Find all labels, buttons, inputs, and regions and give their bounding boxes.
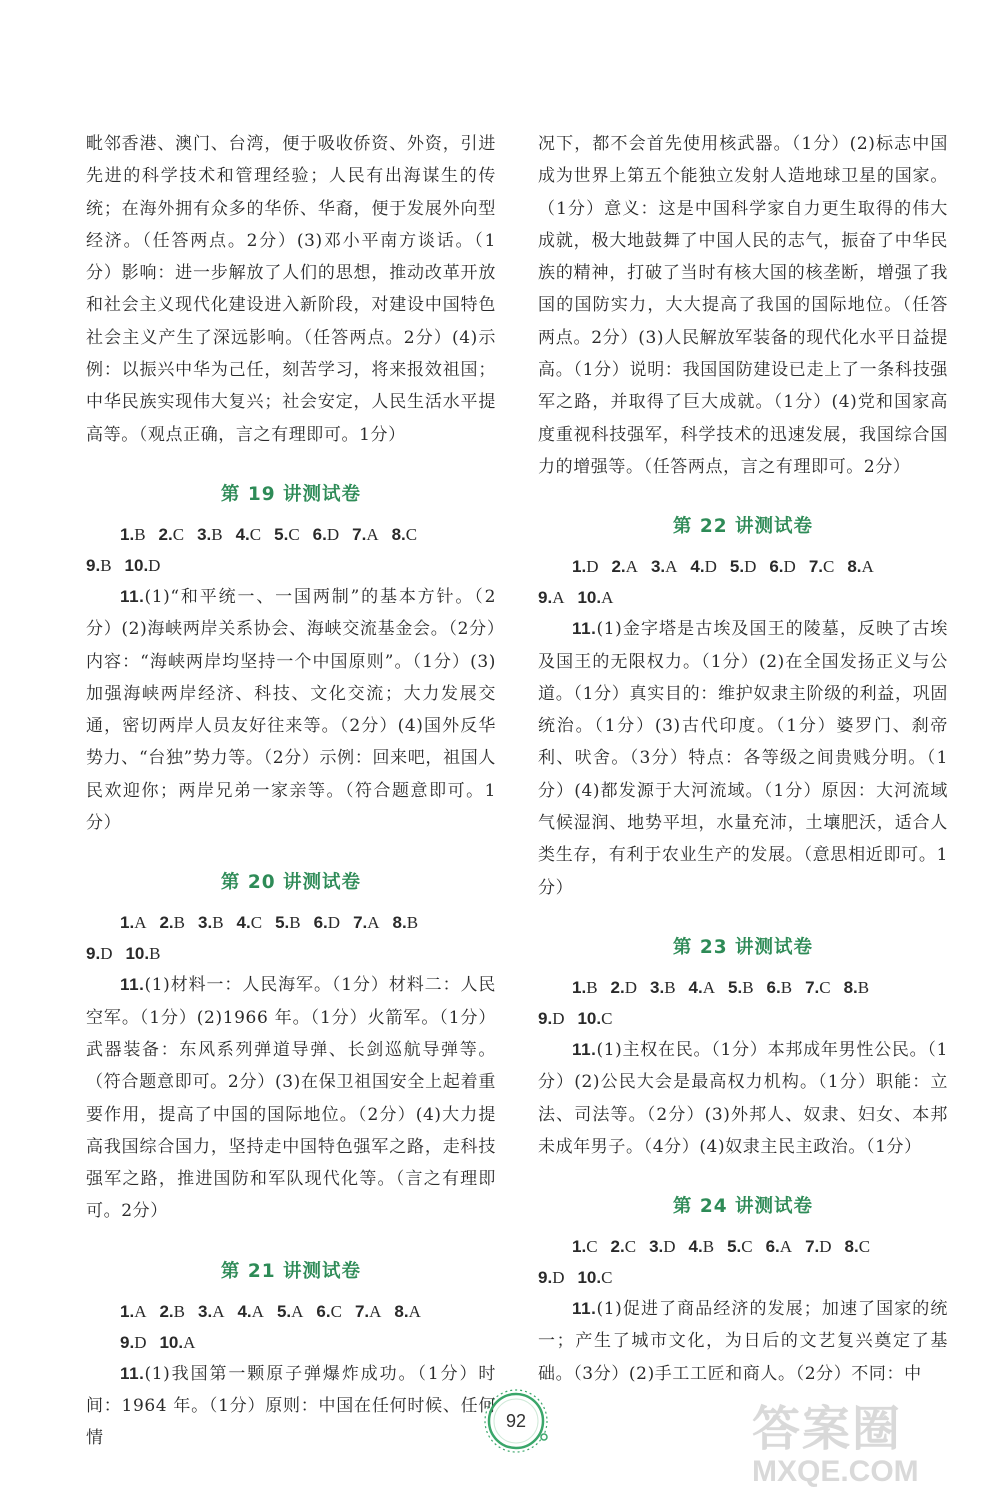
mc-answers-row-1: 1.A 2.B 3.B 4.C 5.B 6.D 7.A 8.B (120, 913, 419, 933)
mc-answers-row-1: 1.D 2.A 3.A 4.D 5.D 6.D 7.C 8.A (572, 557, 874, 577)
watermark-logo (752, 1390, 982, 1490)
left-column (86, 128, 496, 1455)
question-11-answer: 11.(1)材料一：人民海军。（1分）材料二：人民空军。（1分）(2)1966 年。（1分）火箭军。（1分）武器装备：东风系列弹道导弹、长剑巡航导弹等。（符合题意即可。2分）(3)在保卫祖国安全上起着重要作用，提高了中国的国际地位。（2分）(4)大力提高我国综合国力，坚持走中国特色强军之路，走科技强军之路，推进国防和军队现代化等。（言之有理即可。2分） (86, 975, 496, 1222)
question-11-answer: 11.(1)“和平统一、一国两制”的基本方针。（2分）(2)海峡两岸关系协会、海峡交流基金会。（2分）内容：“海峡两岸均坚持一个中国原则”。（1分）(3)加强海峡两岸经济、科技、文化交流；大力发展交通，密切两岸人员友好往来等。（2分）(4)国外反华势力、“台独”势力等。（2分）示例：回来吧，祖国人民欢迎你；两岸兄弟一家亲等。（符合题意即可。1分） (86, 586, 496, 834)
page-number-badge (482, 1387, 550, 1455)
section-23 (538, 932, 948, 1163)
page-number: 92 (505, 1411, 527, 1431)
section-title: 第 19 讲测试卷 (220, 483, 362, 505)
section-title: 第 24 讲测试卷 (672, 1196, 814, 1218)
section-title: 第 23 讲测试卷 (672, 936, 814, 958)
mc-answers-row-2: 9.A 10.A (538, 588, 614, 608)
section-title: 第 21 讲测试卷 (220, 1260, 362, 1282)
section-24 (538, 1191, 948, 1390)
mc-answers-row-1: 1.B 2.D 3.B 4.A 5.B 6.B 7.C 8.B (572, 977, 870, 997)
question-11-answer: 11.(1)我国第一颗原子弹爆炸成功。（1分）时间：1964 年。（1分）原则：中国在任何时候、任何情 (86, 1363, 496, 1449)
question-11-answer: 11.(1)主权在民。（1分）本邦成年男性公民。（1分）(2)公民大会是最高权力机构。（1分）职能：立法、司法等。（2分）(3)外邦人、奴隶、妇女、本邦未成年男子。（4分）(4)奴隶主民主政治。（1分） (538, 1039, 948, 1157)
section-21 (86, 1256, 496, 1455)
watermark-text: 答案圈 (752, 1401, 903, 1457)
mc-answers-row-2: 9.D 10.B (86, 944, 161, 964)
mc-answers-row-2: 9.D 10.A (120, 1332, 196, 1352)
mc-answers-row-2: 9.D 10.C (538, 1268, 613, 1288)
section-title: 第 20 讲测试卷 (220, 872, 362, 894)
mc-answers-row-2: 9.B 10.D (86, 555, 161, 575)
continued-paragraph: 况下，都不会首先使用核武器。（1分）(2)标志中国成为世界上第五个能独立发射人造地球卫星的国家。（1分）意义：这是中国科学家自力更生取得的伟大成就，极大地鼓舞了中国人民的志气，振奋了中华民族的精神，打破了当时有核大国的核垄断，增强了我国的国防实力，大大提高了我国的国际地位。（任答两点。2分）(3)人民解放军装备的现代化水平日益提高。（1分）说明：我国国防建设已走上了一条科技强军之路，并取得了巨大成就。（1分）(4)党和国家高度重视科技强军，科学技术的迅速发展，我国综合国力的增强等。（任答两点，言之有理即可。2分） (538, 134, 948, 477)
question-11-answer: 11.(1)金字塔是古埃及国王的陵墓，反映了古埃及国王的无限权力。（1分）(2)在全国发扬正义与公道。（1分）真实目的：维护奴隶主阶级的利益，巩固统治。（1分）(3)古代印度。（1分）婆罗门、刹帝利、吠舍。（3分）特点：各等级之间贵贱分明。（1分）(4)都发源于大河流域。（1分）原因：大河流域气候湿润、地势平坦，水量充沛，土壤肥沃，适合人类生存，有利于农业生产的发展。（意思相近即可。1分） (538, 619, 948, 898)
mc-answers-row-2: 9.D 10.C (538, 1008, 613, 1028)
watermark-url: MXQE.COM (752, 1455, 919, 1488)
right-column (538, 128, 948, 1390)
section-22 (538, 511, 948, 904)
mc-answers-row-1: 1.A 2.B 3.A 4.A 5.A 6.C 7.A 8.A (120, 1301, 421, 1321)
mc-answers-row-1: 1.B 2.C 3.B 4.C 5.C 6.D 7.A 8.C (120, 524, 418, 544)
mc-answers-row-1: 1.C 2.C 3.D 4.B 5.C 6.A 7.D 8.C (572, 1237, 871, 1257)
section-20 (86, 867, 496, 1227)
question-11-answer: 11.(1)促进了商品经济的发展；加速了国家的统一；产生了城市文化，为日后的文艺复兴奠定了基础。（3分）(2)手工工匠和商人。（2分）不同：中 (538, 1299, 948, 1384)
continued-paragraph: 毗邻香港、澳门、台湾，便于吸收侨资、外资，引进先进的科学技术和管理经验；人民有出海谋生的传统；在海外拥有众多的华侨、华裔，便于发展外向型经济。（任答两点。2分）(3)邓小平南方谈话。（1分）影响：进一步解放了人们的思想，推动改革开放和社会主义现代化建设进入新阶段，对建设中国特色社会主义产生了深远影响。（任答两点。2分）(4)示例：以振兴中华为己任，刻苦学习，将来报效祖国；中华民族实现伟大复兴；社会安定，人民生活水平提高等。（观点正确，言之有理即可。1分） (86, 134, 496, 445)
section-title: 第 22 讲测试卷 (672, 516, 814, 538)
section-19 (86, 479, 496, 839)
